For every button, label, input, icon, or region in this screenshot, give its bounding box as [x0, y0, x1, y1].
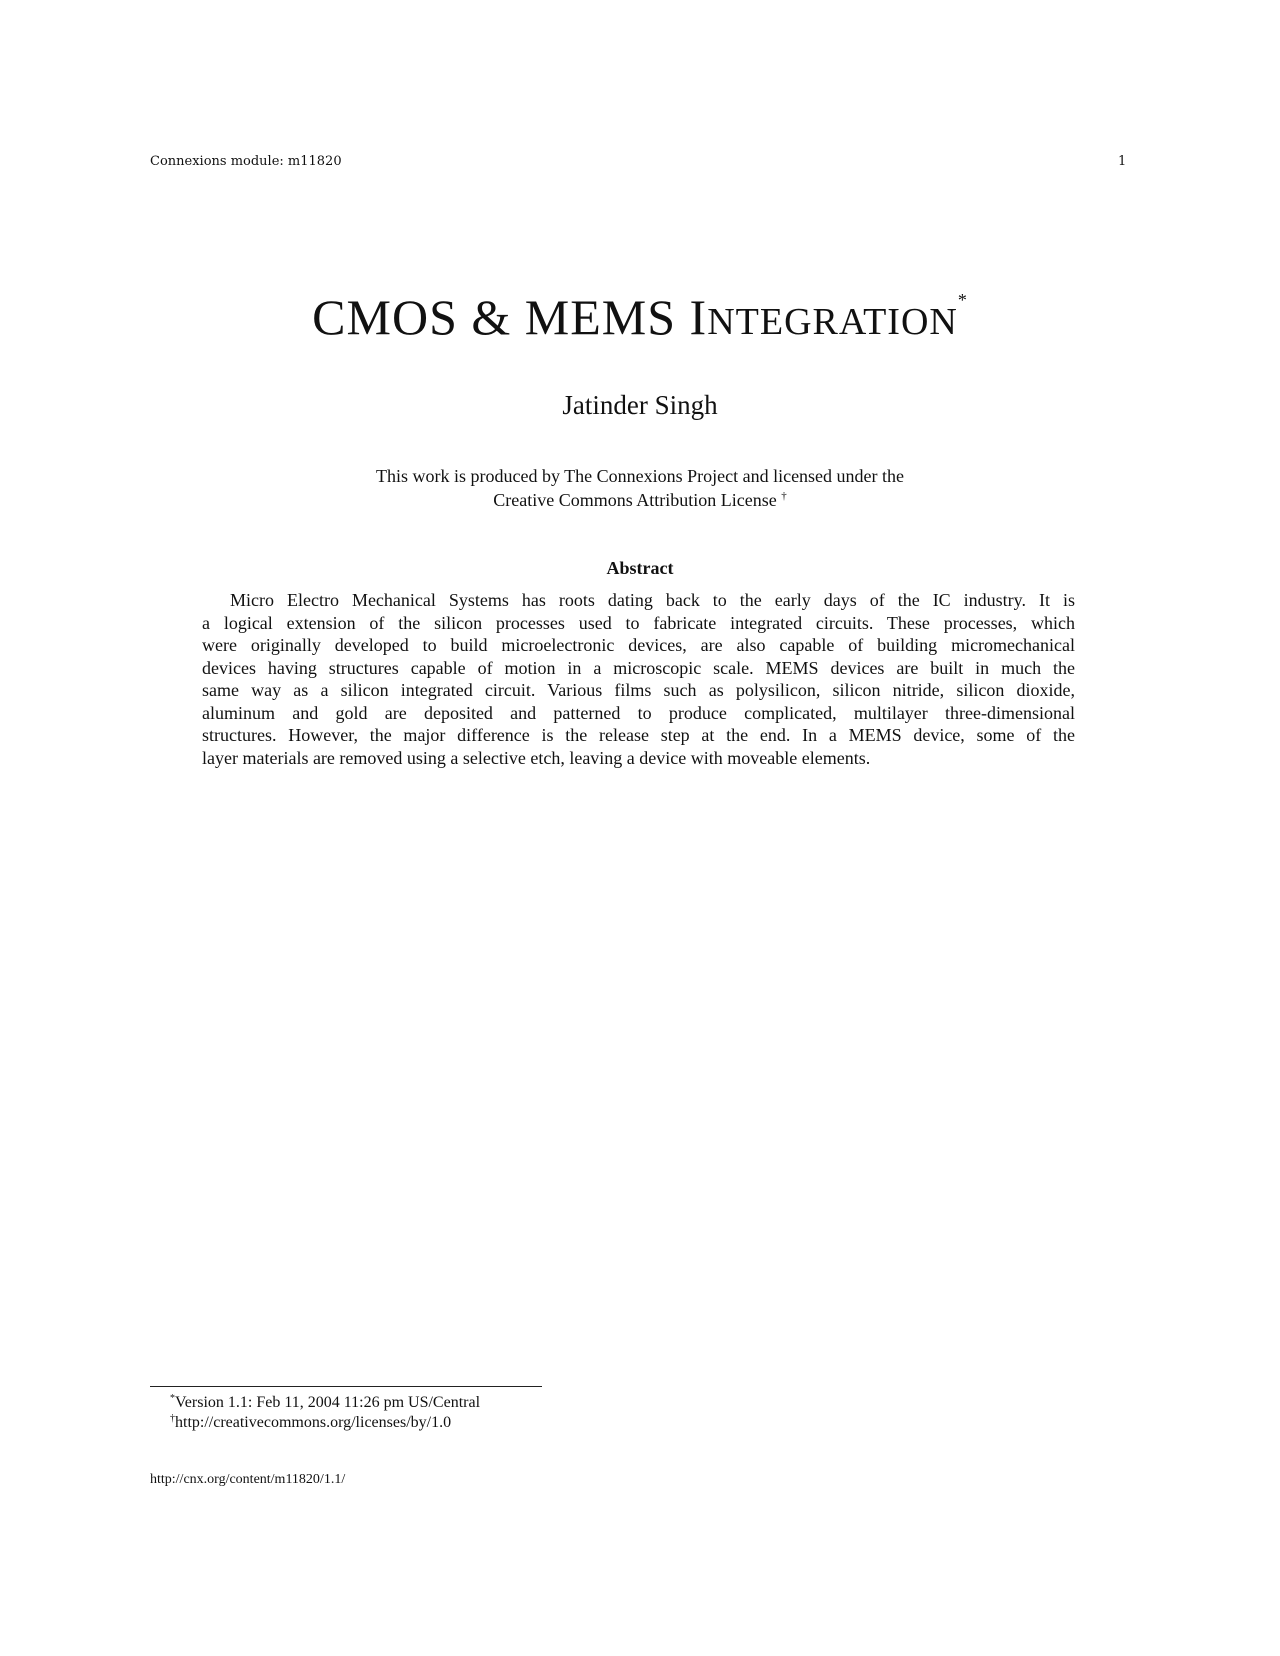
author: Jatinder Singh — [562, 390, 718, 420]
abstract-body — [202, 589, 1075, 769]
abstract-line: layer materials are removed using a selective etch, leaving a device with moveable elements. — [202, 747, 871, 768]
footnote-link[interactable]: http://creativecommons.org/licenses/by/1.0 — [175, 1414, 452, 1431]
license-line-1: This work is produced by The Connexions Project and licensed under the — [375, 466, 905, 486]
title-main: CMOS & MEMS — [312, 289, 690, 345]
license-line-2 — [0, 490, 1280, 511]
footnote-rule — [150, 1386, 542, 1387]
footnote-mark: * — [170, 1393, 175, 1404]
footnote-mark: † — [170, 1413, 175, 1424]
footer-url[interactable]: http://cnx.org/content/m11820/1.1/ — [150, 1472, 346, 1487]
abstract-line: devices having structures capable of motion in a microscopic scale. MEMS devices are built in much the — [202, 657, 1075, 678]
abstract-line: aluminum and gold are deposited and patterned to produce complicated, multilayer three-dimensional — [202, 702, 1075, 723]
footnote-version — [170, 1393, 480, 1412]
abstract-line: were originally developed to build microelectronic devices, are also capable of building micromechanical — [202, 635, 1075, 655]
license-footnote-mark: † — [781, 490, 787, 502]
abstract-line: same way as a silicon integrated circuit. Various films such as polysilicon, silicon nitride, silicon dioxide, — [202, 680, 1075, 700]
title-smallcaps: INTEGRATION — [689, 289, 958, 345]
document-title — [0, 288, 1280, 346]
abstract-line: Micro Electro Mechanical Systems has roots dating back to the early days of the IC industry. It is — [230, 590, 1075, 610]
abstract-line: structures. However, the major difference is the release step at the end. In a MEMS device, some of the — [202, 725, 1075, 745]
running-header-module: Connexions module: m11820 — [150, 154, 342, 169]
abstract-line: a logical extension of the silicon processes used to fabricate integrated circuits. These processes, which — [202, 612, 1075, 633]
footnote-text: Version 1.1: Feb 11, 2004 11:26 pm US/Central — [175, 1394, 481, 1411]
abstract-heading: Abstract — [606, 558, 674, 578]
page-number: 1 — [1118, 154, 1127, 169]
title-footnote-mark: * — [957, 290, 968, 310]
license-link[interactable]: Creative Commons Attribution License — [493, 490, 777, 510]
footnote-license-url — [170, 1413, 451, 1432]
